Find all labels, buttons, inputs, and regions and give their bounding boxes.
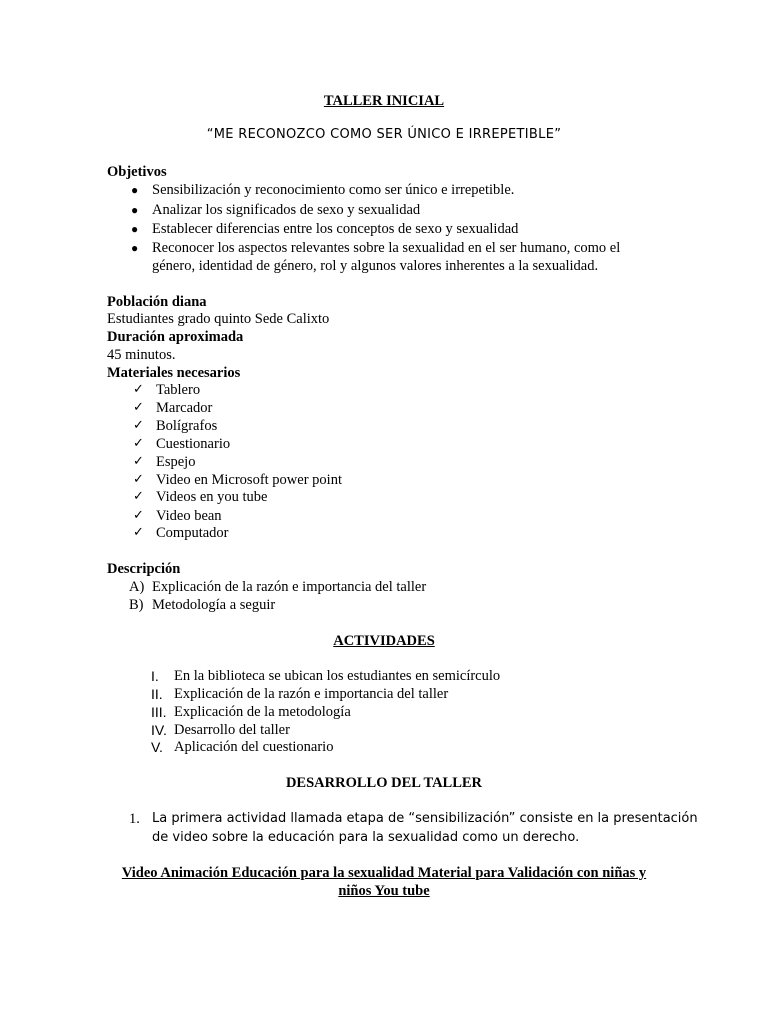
descripcion-heading: Descripción	[107, 561, 181, 577]
check-icon: ✓	[133, 436, 144, 451]
desarrollo-paragraph-line: de video sobre la educación para la sexualidad como un derecho.	[152, 830, 580, 845]
page-title: TALLER INICIAL	[323, 93, 445, 109]
material-item: Cuestionario	[156, 436, 231, 452]
check-icon: ✓	[133, 382, 144, 397]
bullet-icon: ●	[131, 222, 139, 236]
actividad-item: Explicación de la razón e importancia del taller	[174, 686, 449, 702]
material-item: Marcador	[156, 400, 213, 416]
actividad-marker: IV.	[151, 722, 167, 738]
actividad-marker: V.	[151, 739, 163, 755]
material-item: Video en Microsoft power point	[156, 472, 342, 488]
check-icon: ✓	[133, 454, 144, 469]
page-subtitle: “ME RECONOZCO COMO SER ÚNICO E IRREPETIBLE”	[206, 127, 562, 142]
duracion-heading: Duración aproximada	[107, 329, 244, 345]
objetivo-item: Sensibilización y reconocimiento como ser único e irrepetible.	[152, 182, 515, 198]
material-item: Computador	[156, 525, 229, 541]
material-item: Videos en you tube	[156, 489, 268, 505]
check-icon: ✓	[133, 508, 144, 523]
materiales-heading: Materiales necesarios	[107, 365, 241, 381]
objetivos-heading: Objetivos	[107, 164, 167, 180]
descripcion-marker: A)	[129, 579, 145, 595]
actividad-item: Explicación de la metodología	[174, 704, 351, 720]
video-title-line: Video Animación Educación para la sexualidad Material para Validación con niñas y	[121, 865, 647, 881]
actividad-item: Desarrollo del taller	[174, 722, 290, 738]
check-icon: ✓	[133, 418, 144, 433]
bullet-icon: ●	[131, 183, 139, 197]
actividad-marker: III.	[151, 704, 167, 720]
duracion-text: 45 minutos.	[107, 347, 176, 363]
bullet-icon: ●	[131, 203, 139, 217]
actividades-heading: ACTIVIDADES	[333, 633, 435, 649]
bullet-icon: ●	[131, 241, 139, 255]
check-icon: ✓	[133, 525, 144, 540]
descripcion-item: Metodología a seguir	[152, 597, 276, 613]
desarrollo-marker: 1.	[129, 811, 140, 827]
check-icon: ✓	[133, 489, 144, 504]
check-icon: ✓	[133, 472, 144, 487]
objetivo-item: Reconocer los aspectos relevantes sobre la sexualidad en el ser humano, como el	[152, 240, 621, 256]
objetivo-item: Analizar los significados de sexo y sexualidad	[152, 202, 421, 218]
desarrollo-paragraph-line: La primera actividad llamada etapa de “sensibilización” consiste en la presentación	[152, 811, 698, 826]
desarrollo-heading: DESARROLLO DEL TALLER	[285, 775, 483, 791]
actividad-marker: I.	[151, 668, 159, 684]
actividad-item: Aplicación del cuestionario	[174, 739, 334, 755]
video-title-line: niños You tube	[338, 883, 430, 899]
actividad-marker: II.	[151, 686, 163, 702]
descripcion-marker: B)	[129, 597, 144, 613]
check-icon: ✓	[133, 400, 144, 415]
objetivo-item-continuation: género, identidad de género, rol y algunos valores inherentes a la sexualidad.	[152, 258, 599, 274]
material-item: Bolígrafos	[156, 418, 218, 434]
actividad-item: En la biblioteca se ubican los estudiantes en semicírculo	[174, 668, 501, 684]
material-item: Video bean	[156, 508, 222, 524]
material-item: Espejo	[156, 454, 196, 470]
poblacion-text: Estudiantes grado quinto Sede Calixto	[107, 311, 330, 327]
objetivo-item: Establecer diferencias entre los conceptos de sexo y sexualidad	[152, 221, 519, 237]
descripcion-item: Explicación de la razón e importancia del taller	[152, 579, 427, 595]
material-item: Tablero	[156, 382, 201, 398]
poblacion-heading: Población diana	[107, 294, 207, 310]
